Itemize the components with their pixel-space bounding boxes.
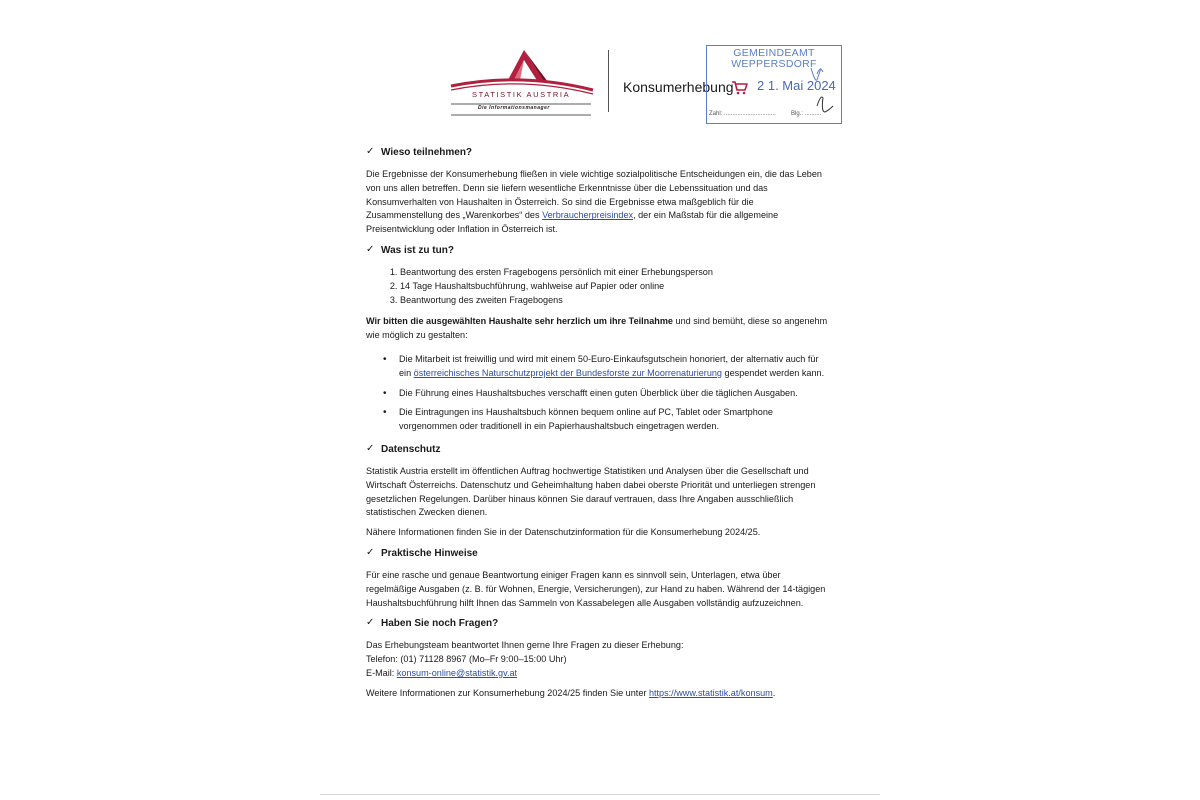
- request-paragraph: Wir bitten die ausgewählten Haushalte sehr herzlich um ihre Teilnahme und sind bemüht, diese so angenehm wie möglich zu gestalten:: [366, 316, 828, 341]
- questions-phone: Telefon: (01) 71128 8967 (Mo–Fr 9:00–15:00 Uhr): [366, 654, 567, 665]
- list-item: 3. Beantwortung des zweiten Fragebogens: [400, 294, 828, 308]
- privacy-paragraph: Statistik Austria erstellt im öffentlichen Auftrag hochwertige Statistiken und Analysen über die Gesellschaft und Wirtschaft Österreichs. Datenschutz und Geheimhaltung haben dabei oberste Priorität und unterliegen strengen gesetzlichen Regelungen. Darüber hinaus können Sie darauf vertrauen, dass Ihre Angaben ausschließlich statistischen Zwecken dienen.: [366, 465, 816, 518]
- stamp-line-2: WEPPERSDORF: [731, 58, 817, 70]
- statistik-austria-logo: [446, 46, 596, 118]
- section-heading-todo: ✓ Was ist zu tun?: [366, 243, 454, 256]
- document-body: [366, 146, 828, 701]
- benefits-list: [366, 353, 828, 434]
- logo-tagline: Die Informationsmanager: [478, 105, 550, 111]
- checkmark-icon: ✓: [366, 243, 375, 255]
- website-link[interactable]: https://www.statistik.at/konsum: [648, 687, 773, 698]
- product-title: Konsumerhebung: [623, 79, 734, 95]
- checkmark-icon: ✓: [366, 146, 375, 157]
- questions-intro: Das Erhebungsteam beantwortet Ihnen gerne Ihre Fragen zu dieser Erhebung:: [366, 640, 684, 651]
- checkmark-icon: ✓: [366, 442, 375, 454]
- section-heading-why: ✓ Wieso teilnehmen?: [366, 146, 473, 158]
- vpi-link[interactable]: Verbraucherpreisindex: [542, 210, 634, 221]
- why-paragraph: Die Ergebnisse der Konsumerhebung fließen in viele wichtige sozialpolitische Entscheidungen ein, die das Leben von uns allen betreffen. Denn sie liefern wesentliche Erkenntnisse über die Lebenssituation und das Konsumverhalten von Haushalten in Österreich. So sind die Ergebnisse etwa maßgeblich für die Zusammenstellung des „Warenkorbes“ des Verbraucherpreisindex, der ein Maßstab für die allgemeine Preisentwicklung oder Inflation in Österreich ist.: [366, 169, 822, 235]
- checkmark-icon: ✓: [366, 546, 375, 558]
- steps-list: [366, 266, 828, 307]
- list-item: • Die Eintragungen ins Haushaltsbuch können bequem online auf PC, Tablet oder Smartphone vorgenommen oder traditionell in ein Papierhaushaltsbuch eingetragen werden.: [399, 406, 828, 434]
- nature-project-link[interactable]: österreichisches Naturschutzprojekt der Bundesforste zur Moorrenaturierung: [413, 367, 722, 378]
- page-edge-line: [320, 794, 880, 795]
- stamp-blg: Blg.: ..........: [791, 111, 822, 117]
- signature-icon: [707, 46, 843, 125]
- list-item: • Die Führung eines Haushaltsbuches verschafft einen guten Überblick über die täglichen Ausgaben.: [399, 387, 828, 401]
- stamp-line-1: GEMEINDEAMT: [733, 47, 815, 59]
- logo-wordmark: STATISTIK AUSTRIA: [472, 90, 571, 99]
- email-link[interactable]: konsum-online@statistik.gv.at: [396, 667, 518, 678]
- checkmark-icon: ✓: [366, 617, 375, 629]
- section-heading-tips: ✓ Praktische Hinweise: [366, 546, 478, 559]
- list-item: 1. Beantwortung des ersten Fragebogens persönlich mit einer Erhebungsperson: [400, 266, 828, 280]
- section-heading-questions: ✓ Haben Sie noch Fragen?: [366, 617, 499, 630]
- tips-paragraph: Für eine rasche und genaue Beantwortung einiger Fragen kann es sinnvoll sein, Unterlagen, etwa über regelmäßige Ausgaben (z. B. für Wohnen, Energie, Versicherungen), zur Hand zu haben. Während der 14-tägigen Haushaltsbuchführung hilft Ihnen das Sammeln von Kassabelegen alle Ausgaben vollständig aufzuzeichnen.: [366, 569, 826, 608]
- section-heading-privacy: ✓ Datenschutz: [366, 442, 441, 455]
- stamp-date: 2 1. Mai 2024: [757, 78, 836, 93]
- list-item: 2. 14 Tage Haushaltsbuchführung, wahlweise auf Papier oder online: [400, 280, 828, 294]
- municipality-stamp: [706, 45, 842, 124]
- stamp-zahl: Zahl: ...............................: [709, 111, 776, 117]
- questions-email: E-Mail: konsum-online@statistik.gv.at: [366, 667, 518, 678]
- questions-more: Weitere Informationen zur Konsumerhebung 2024/25 finden Sie unter https://www.statistik.at/konsum.: [366, 687, 776, 698]
- header-divider: [608, 50, 609, 112]
- privacy-more: Nähere Informationen finden Sie in der Datenschutzinformation für die Konsumerhebung 2024/25.: [366, 527, 761, 538]
- list-item: • Die Mitarbeit ist freiwillig und wird mit einem 50-Euro-Einkaufsgutschein honoriert, der alternativ auch für ein österreichisches Naturschutzprojekt der Bundesforste zur Moorrenaturierung gespendet werden kann.: [399, 353, 828, 381]
